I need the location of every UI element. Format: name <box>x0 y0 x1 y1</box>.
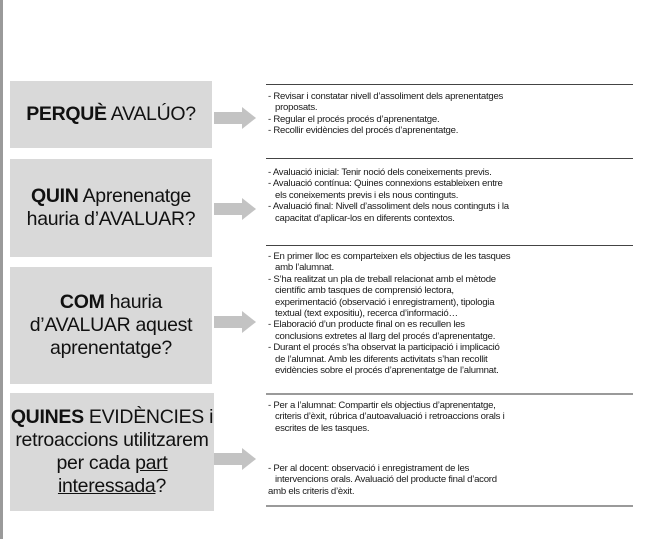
answer-line: escrites de les tasques. <box>275 422 370 434</box>
question-text: d’AVALUAR aquest <box>29 314 193 336</box>
answer-line: - En primer lloc es comparteixen els objectius de les tasques <box>268 251 511 262</box>
divider <box>266 505 633 507</box>
question-box-which-evidences <box>10 393 214 511</box>
answer-line: - Durant el procés s’ha observat la participació i implicació <box>268 342 500 354</box>
divider <box>266 393 633 395</box>
answer-line: - Per a l’alumnat: Compartir els objectius d’aprenentatge, <box>268 400 496 411</box>
answer-line: - Revisar i constatar nivell d’assoliment dels aprenentatges <box>268 91 504 102</box>
question-keyword: QUIN <box>31 185 79 207</box>
answer-line: experimentació (observació i enregistrament), tipologia <box>275 296 495 308</box>
right-arrow-icon <box>214 107 258 129</box>
answer-line: evidències sobre el procés d’aprenentatge de l’alumnat. <box>275 365 499 377</box>
question-text: hauria d’AVALUAR? <box>26 208 196 230</box>
question-text: EVIDÈNCIES i <box>83 406 214 428</box>
answer-line: - Per al docent: observació i enregistrament de les <box>268 463 470 474</box>
answer-line: amb l’alumnat. <box>275 262 334 274</box>
question-keyword: COM <box>59 291 105 313</box>
answer-line: proposats. <box>275 102 318 114</box>
answer-line: - Avaluació inicial: Tenir noció dels coneixements previs. <box>268 167 492 178</box>
question-text-underlined: part <box>135 452 168 474</box>
answer-line: intervencions orals. Avaluació del producte final d’acord <box>275 474 497 486</box>
question-text: retroaccions utilitzarem <box>15 429 209 451</box>
question-box-why <box>10 81 212 148</box>
answer-line: científic amb tasques de comprensió lectora, <box>275 285 454 297</box>
answer-line: - Recollir evidències del procés d’aprenentatge. <box>268 125 459 137</box>
divider <box>266 245 633 246</box>
question-box-which <box>10 159 212 257</box>
answer-block-students <box>268 400 628 434</box>
answer-line: - Regular el procés procés d’aprenentatge. <box>268 113 440 125</box>
answer-line: textual (text expositiu), recerca d’informació… <box>275 308 458 320</box>
divider <box>266 84 633 85</box>
answer-line: conclusions extretes al llarg del procés d’aprenentatge. <box>275 330 496 342</box>
answer-line: capacitat d’aplicar-los en diferents contextos. <box>275 212 455 224</box>
question-text-underlined: interessada <box>57 475 156 497</box>
answer-block-how <box>268 251 628 376</box>
answer-block-teacher <box>268 463 628 497</box>
answer-line: de l’alumnat. Amb les diferents activitats s’han recollit <box>275 353 488 365</box>
answer-line: criteris d’èxit, rúbrica d’autoavaluació i retroaccions orals i <box>275 411 505 423</box>
page-left-border <box>0 0 3 539</box>
answer-line: amb els criteris d’èxit. <box>268 485 355 497</box>
question-box-how <box>10 267 212 384</box>
question-keyword: PERQUÈ <box>26 103 107 125</box>
answer-line: - Avaluació final: Nivell d’assoliment dels nous continguts i la <box>268 201 509 213</box>
answer-line: els coneixements previs i els nous continguts. <box>275 189 459 201</box>
answer-line: - Avaluació contínua: Quines connexions estableixen entre <box>268 178 503 190</box>
right-arrow-icon <box>214 311 258 333</box>
question-text: AVALÚO? <box>106 103 196 125</box>
divider <box>266 158 633 159</box>
question-text: per cada <box>56 452 136 474</box>
answer-block-why <box>268 91 628 137</box>
answer-block-which <box>268 167 628 224</box>
answer-line: - Elaboració d’un producte final on es recullen les <box>268 319 465 331</box>
question-text: Aprenenatge <box>78 185 191 207</box>
question-keyword: QUINES <box>10 406 84 428</box>
answer-line: - S’ha realitzat un pla de treball relacionat amb el mètode <box>268 273 496 285</box>
question-text: hauria <box>104 291 163 313</box>
question-text: aprenentatge? <box>50 337 172 359</box>
question-text: ? <box>155 475 167 497</box>
right-arrow-icon <box>214 198 258 220</box>
right-arrow-icon <box>214 448 258 470</box>
